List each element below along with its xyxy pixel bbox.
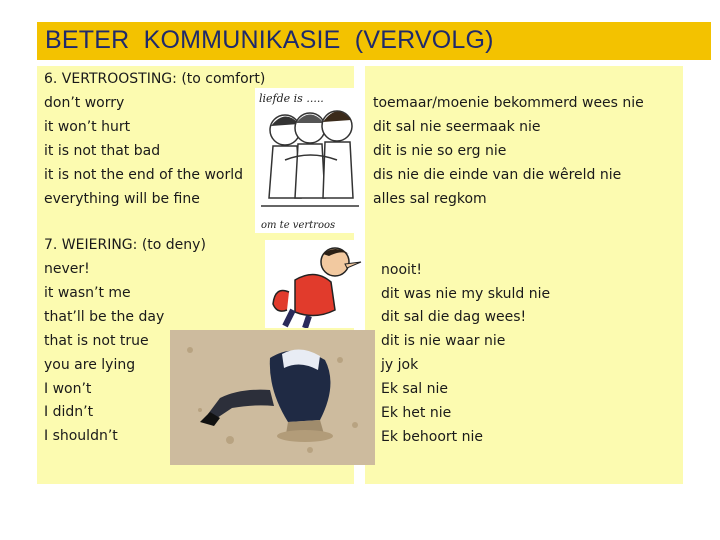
section6-english-line: it is not the end of the world — [44, 167, 244, 183]
section6-afrikaans-line: dit is nie so erg nie — [373, 143, 507, 159]
section7-english-line: I didn’t — [44, 404, 94, 420]
section7-english-line: that is not true — [44, 333, 149, 349]
title-bar — [37, 22, 711, 60]
section6-afrikaans-line: dis nie die einde van die wêreld nie — [373, 167, 622, 183]
section6-english-line: everything will be fine — [44, 191, 200, 207]
section6-english-line: don’t worry — [44, 95, 125, 111]
section6-english-line: it is not that bad — [44, 143, 161, 159]
section7-afrikaans-line: Ek behoort nie — [381, 429, 483, 445]
slide-title: BETER KOMMUNIKASIE (VERVOLG) — [45, 26, 494, 54]
section7-english-line: I won’t — [44, 381, 92, 397]
section6-afrikaans-line: toemaar/moenie bekommerd wees nie — [373, 95, 644, 111]
section7-afrikaans-line: dit sal die dag wees! — [381, 309, 527, 325]
section6-afrikaans-line: alles sal regkom — [373, 191, 487, 207]
denying-person-cartoon — [265, 240, 365, 328]
section7-english-line: I shouldn’t — [44, 428, 118, 444]
section7-afrikaans-line: jy jok — [381, 357, 419, 373]
section7-afrikaans-line: dit was nie my skuld nie — [381, 286, 551, 302]
section7-afrikaans-line: Ek sal nie — [381, 381, 448, 397]
love-is-comfort-cartoon — [255, 88, 363, 233]
section7-afrikaans-line: nooit! — [381, 262, 422, 278]
section7-afrikaans-line: dit is nie waar nie — [381, 333, 506, 349]
section7-english-line: that’ll be the day — [44, 309, 165, 325]
section7-afrikaans-line: Ek het nie — [381, 405, 452, 421]
section7-heading: 7. WEIERING: (to deny) — [44, 237, 206, 253]
section7-english-line: never! — [44, 261, 90, 277]
section7-english-line: you are lying — [44, 357, 136, 373]
section7-english-line: it wasn’t me — [44, 285, 131, 301]
love-cartoon-bottom-caption: om te vertroos — [261, 220, 336, 231]
love-cartoon-top-caption: liefde is ..... — [259, 92, 324, 105]
section6-afrikaans-line: dit sal nie seermaak nie — [373, 119, 541, 135]
section6-heading: 6. VERTROOSTING: (to comfort) — [44, 71, 266, 87]
section6-english-line: it won’t hurt — [44, 119, 131, 135]
head-in-sand-photo — [170, 330, 375, 465]
